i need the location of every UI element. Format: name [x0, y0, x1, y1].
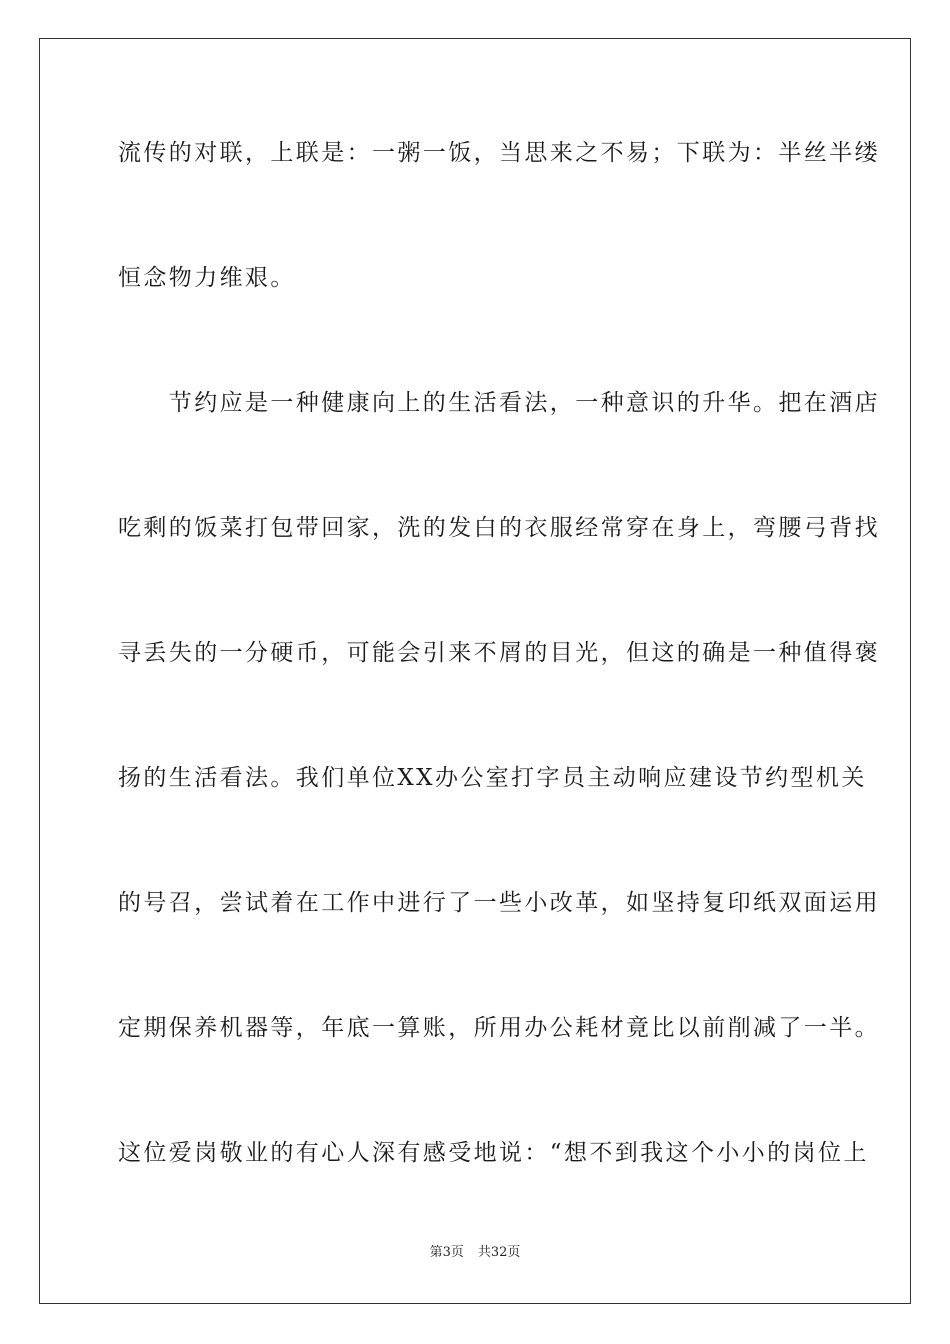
- page-border: [39, 38, 911, 1304]
- text-line-4: 吃剩的饭菜打包带回家，洗的发白的衣服经常穿在身上，弯腰弓背找: [118, 515, 880, 541]
- text-line-3: 节约应是一种健康向上的生活看法，一种意识的升华。把在酒店: [118, 390, 880, 416]
- text-line-9: 这位爱岗敬业的有心人深有感受地说：“想不到我这个小小的岗位上: [118, 1140, 869, 1166]
- text-line-5: 寻丢失的一分硬币，可能会引来不屑的目光，但这的确是一种值得褒: [118, 640, 880, 666]
- text-line-1: 流传的对联，上联是：一粥一饭，当思来之不易；下联为：半丝半缕: [118, 140, 880, 166]
- total-pages: 共32页: [477, 1245, 521, 1260]
- text-line-7: 的号召，尝试着在工作中进行了一些小改革，如坚持复印纸双面运用: [118, 890, 880, 916]
- page-number: 第3页: [429, 1245, 464, 1260]
- text-line-2: 恒念物力维艰。: [118, 265, 296, 291]
- text-line-8: 定期保养机器等，年底一算账，所用办公耗材竟比以前削减了一半。: [118, 1015, 880, 1041]
- page-footer: [0, 1244, 950, 1262]
- text-line-6: 扬的生活看法。我们单位XX办公室打字员主动响应建设节约型机关: [118, 765, 867, 791]
